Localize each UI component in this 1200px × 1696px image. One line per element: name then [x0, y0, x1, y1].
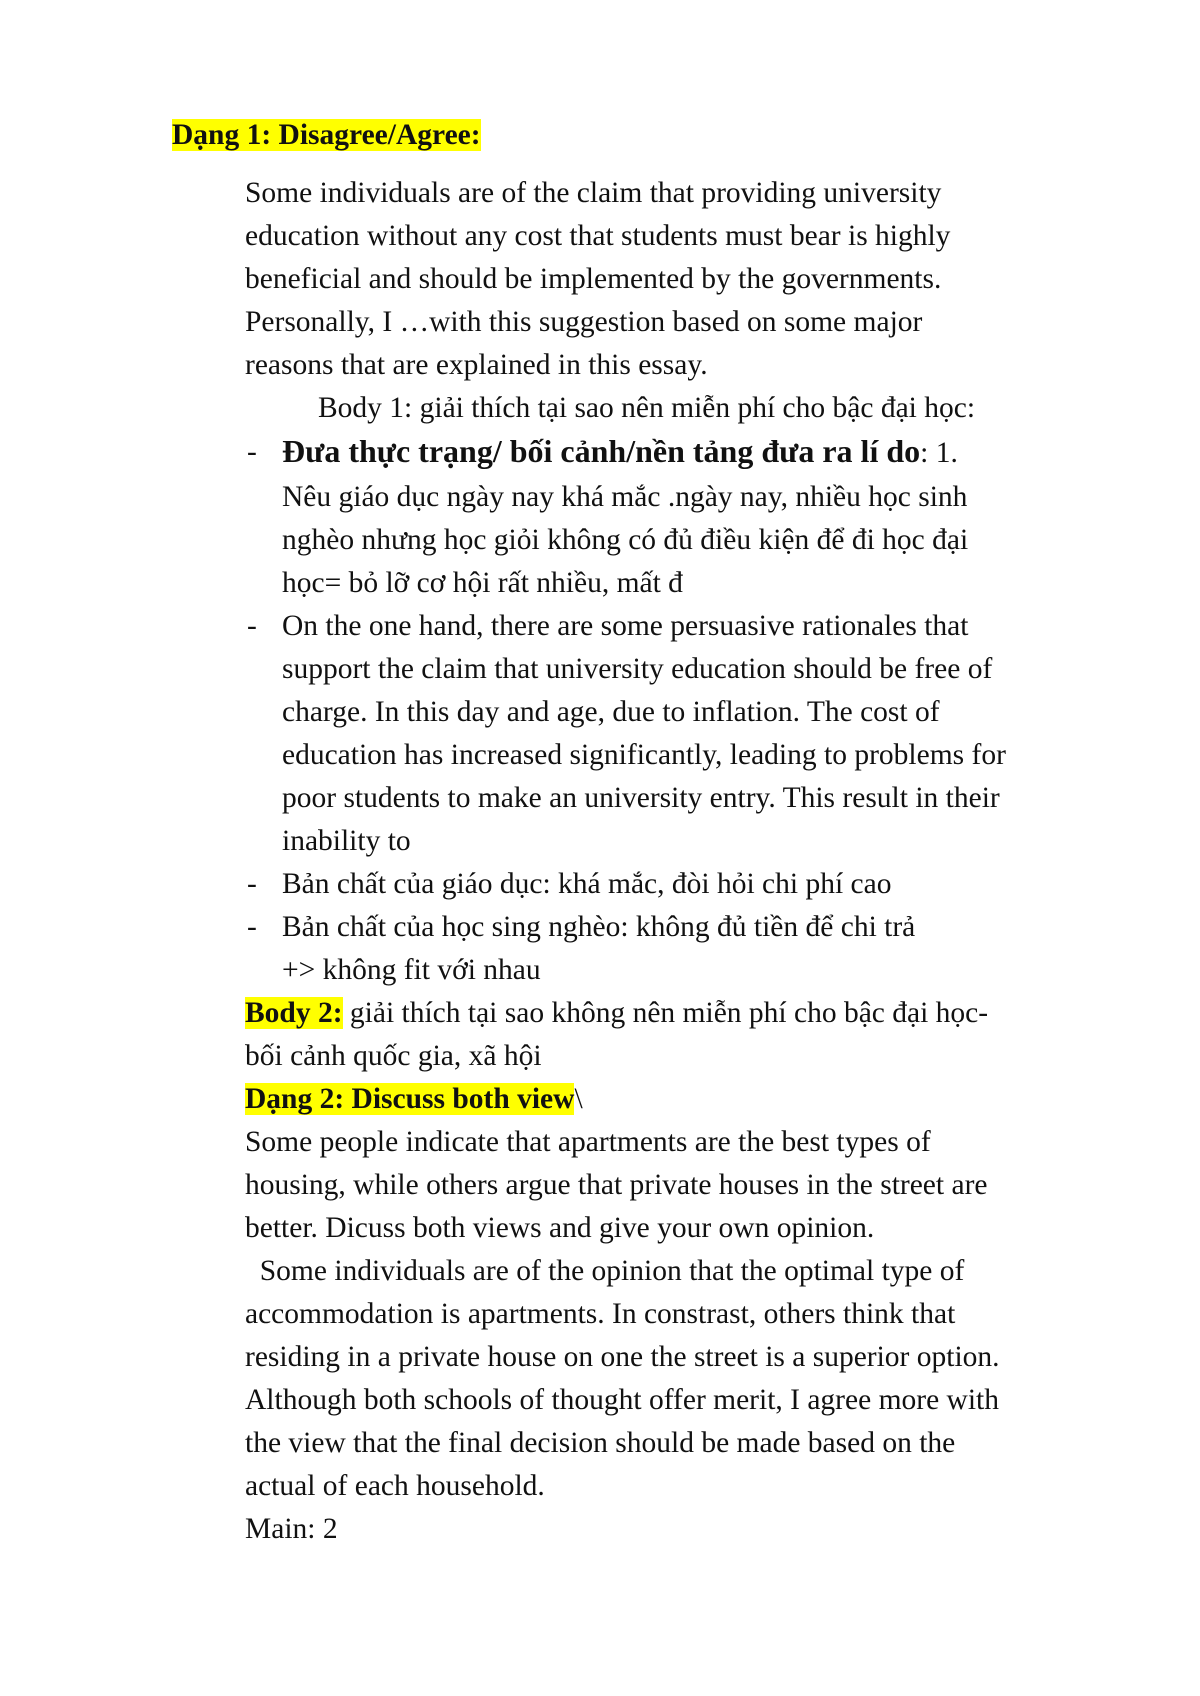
body2-line-2: bối cảnh quốc gia, xã hội [245, 1040, 542, 1072]
prompt-line-3: better. Dicuss both views and give your own opinion. [245, 1212, 875, 1244]
bullet2-line-1: On the one hand, there are some persuasive rationales that [282, 610, 969, 642]
body2-rest: giải thích tại sao không nên miễn phí cho bậc đại học- [342, 997, 989, 1029]
bullet-dash-4: - [247, 911, 257, 943]
bullet2-line-3: charge. In this day and age, due to inflation. The cost of [282, 696, 940, 728]
bullet-dash-1: - [247, 436, 257, 468]
heading-dang-1: Dạng 1: Disagree/Agree: [172, 119, 481, 151]
answer-line-4: Although both schools of thought offer merit, I agree more with [245, 1384, 1000, 1416]
intro-line-1: Some individuals are of the claim that providing university [245, 177, 942, 209]
bullet4-line-1: Bản chất của học sing nghèo: không đủ tiền để chi trả [282, 911, 916, 943]
bullet1-line-3: nghèo nhưng học giỏi không có đủ điều kiện để đi học đại [282, 524, 969, 556]
heading2-tail: \ [574, 1083, 583, 1115]
main-line: Main: 2 [245, 1513, 338, 1545]
intro-line-4: Personally, I …with this suggestion based on some major [245, 306, 923, 338]
answer-line-6: actual of each household. [245, 1470, 545, 1502]
answer-line-2: accommodation is apartments. In constrast, others think that [245, 1298, 956, 1330]
bullet2-line-6: inability to [282, 825, 411, 857]
answer-line-5: the view that the final decision should be made based on the [245, 1427, 956, 1459]
bullet-dash-3: - [247, 868, 257, 900]
bullet1-rest-text: : 1. [920, 437, 958, 469]
heading-dang-2 [245, 1078, 583, 1121]
prompt-line-2: housing, while others argue that private houses in the street are [245, 1169, 988, 1201]
bullet1-first-line [282, 430, 958, 475]
bullet1-bold-text: Đưa thực trạng/ bối cảnh/nền tảng đưa ra lí do [282, 433, 921, 469]
prompt-line-1: Some people indicate that apartments are the best types of [245, 1126, 931, 1158]
answer-line-1: Some individuals are of the opinion that the optimal type of [245, 1255, 965, 1287]
bullet2-line-4: education has increased significantly, leading to problems for [282, 739, 1006, 771]
body2-line-1 [245, 992, 988, 1035]
intro-line-2: education without any cost that students must bear is highly [245, 220, 951, 252]
bullet1-line-2: Nêu giáo dục ngày nay khá mắc .ngày nay, nhiều học sinh [282, 481, 968, 513]
body1-line: Body 1: giải thích tại sao nên miễn phí cho bậc đại học: [318, 392, 976, 424]
bullet1-line-4: học= bỏ lỡ cơ hội rất nhiều, mất đ [282, 567, 683, 599]
bullet2-line-2: support the claim that university education should be free of [282, 653, 993, 685]
answer-line-3: residing in a private house on one the street is a superior option. [245, 1341, 1000, 1373]
intro-line-5: reasons that are explained in this essay. [245, 349, 708, 381]
body2-label: Body 2: [245, 997, 343, 1029]
bullet-dash-2: - [247, 610, 257, 642]
bullet4-line-2: +> không fit với nhau [282, 954, 541, 986]
bullet2-line-5: poor students to make an university entry. This result in their [282, 782, 1000, 814]
intro-line-3: beneficial and should be implemented by the governments. [245, 263, 942, 295]
heading2-label: Dạng 2: Discuss both view [245, 1083, 575, 1115]
bullet3-line: Bản chất của giáo dục: khá mắc, đòi hỏi chi phí cao [282, 868, 892, 900]
